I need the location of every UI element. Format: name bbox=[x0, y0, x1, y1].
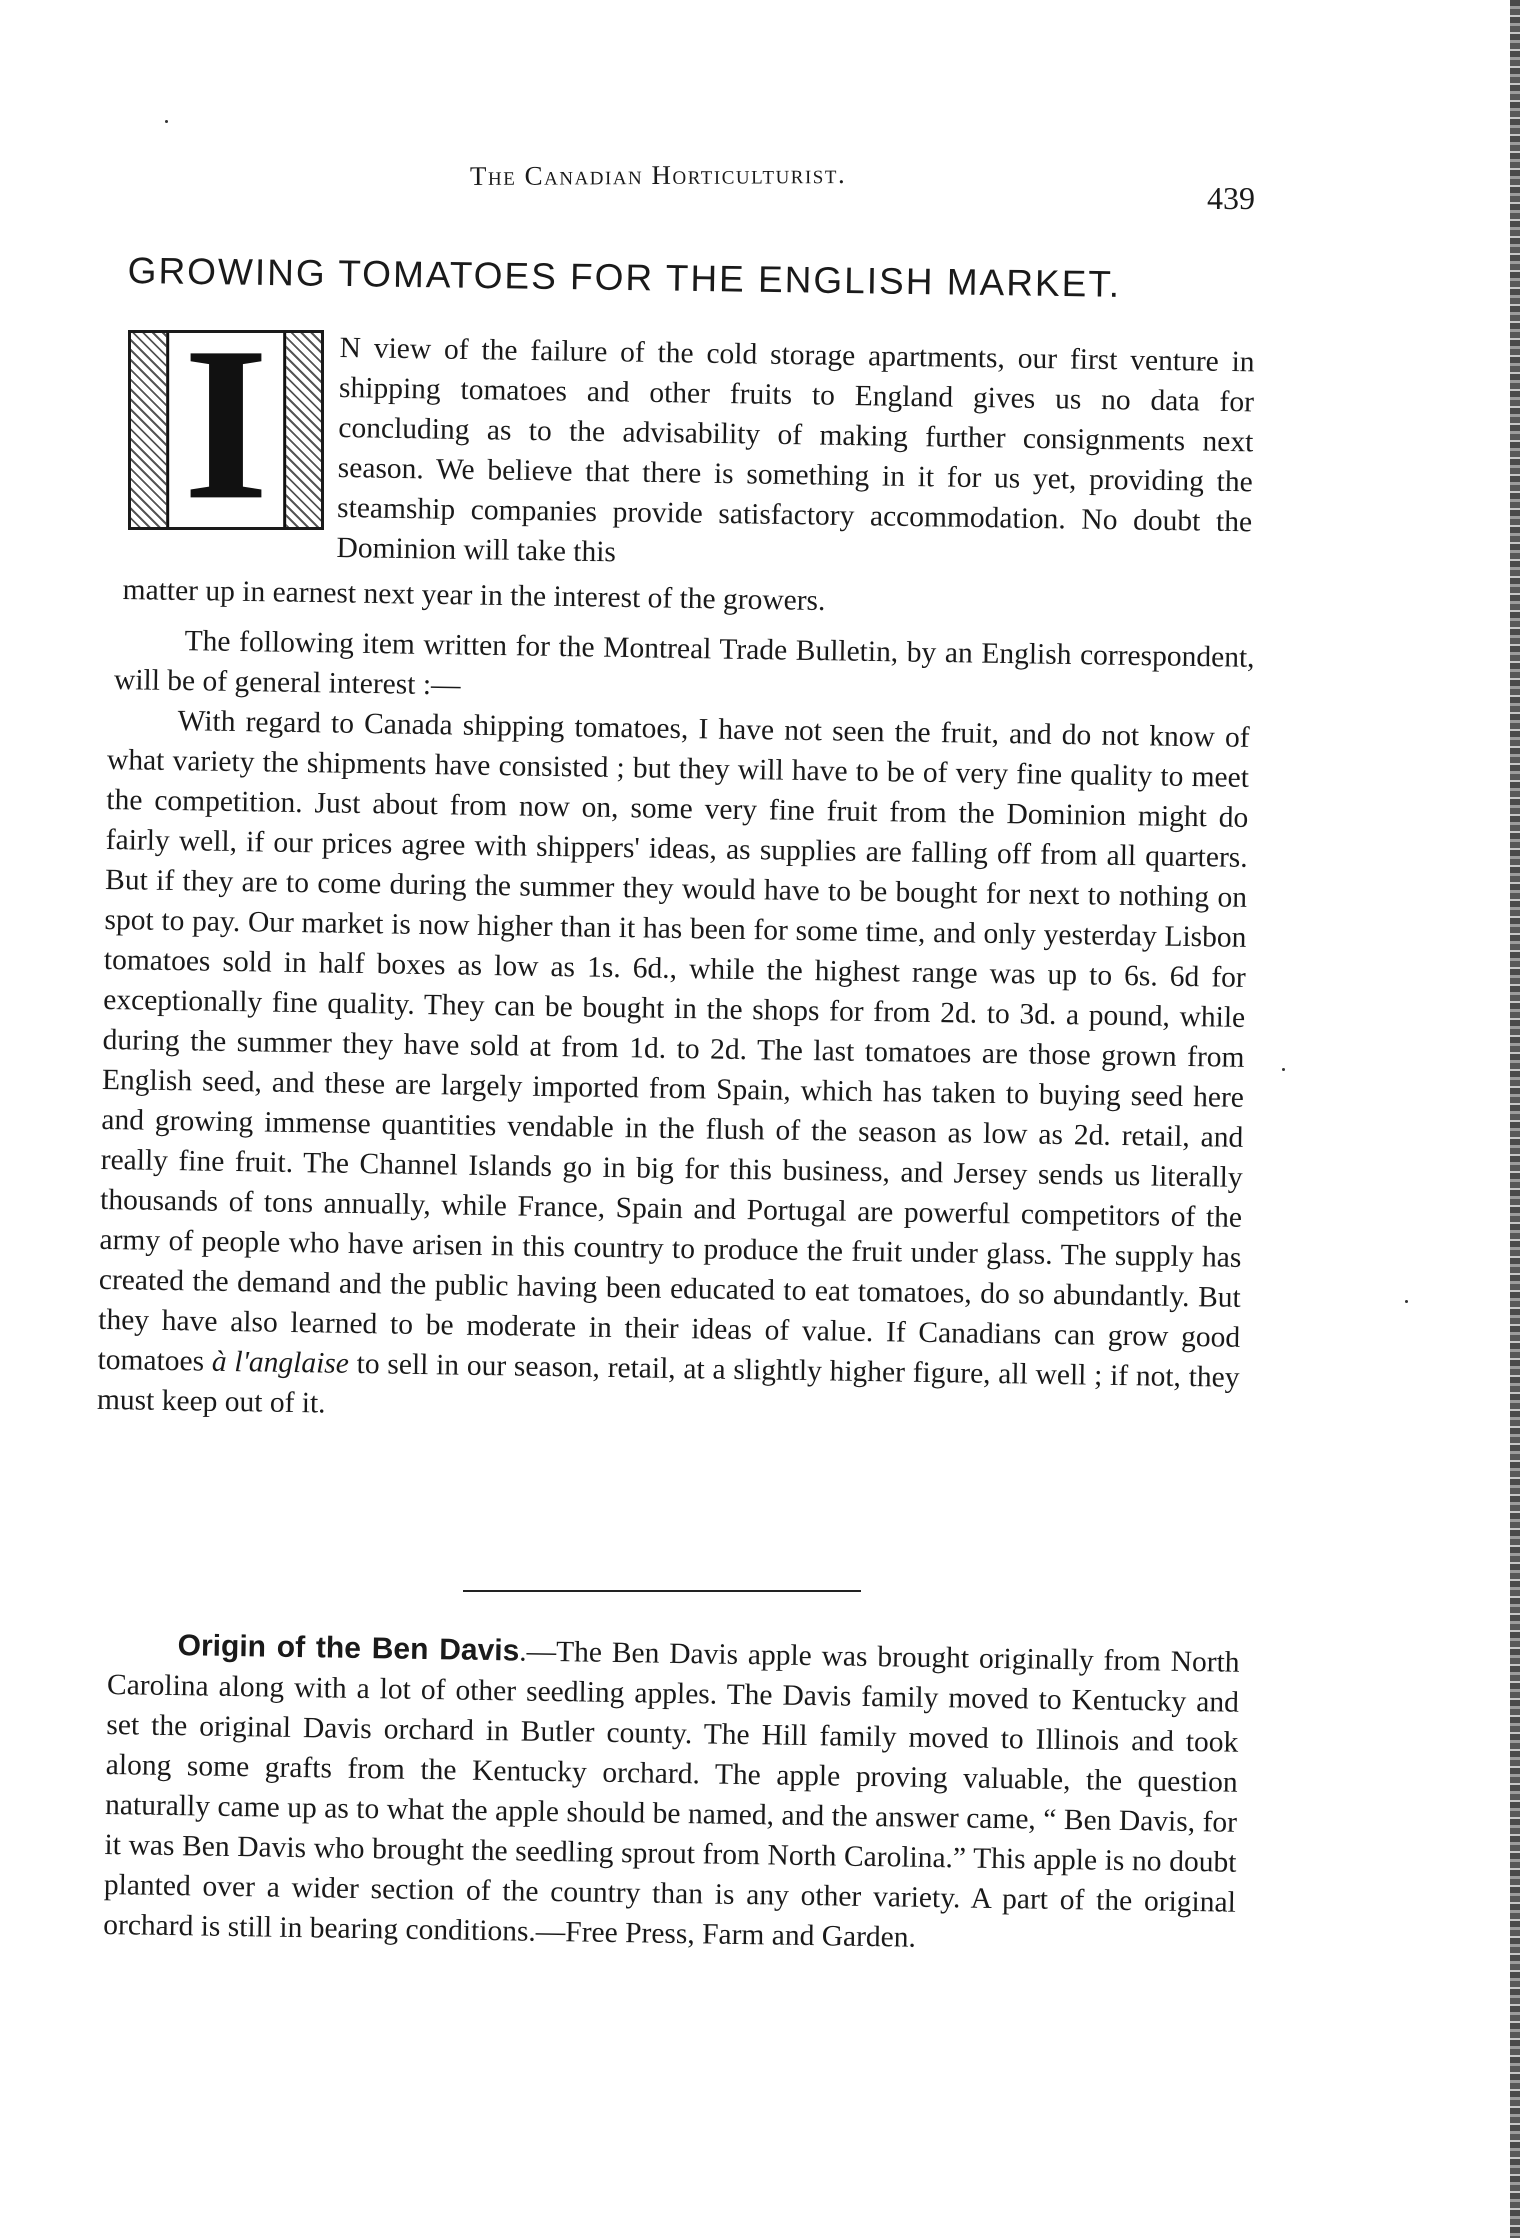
paragraph-quote bbox=[97, 700, 1250, 1438]
running-head: The Canadian Horticulturist. bbox=[469, 159, 847, 191]
quote-text-before: With regard to Canada shipping tomatoes, I have not seen the fruit, and do not know of what variety the shipments have consisted ; but they will have to be of very fine quality to meet the competition. Just about from now on, some very fine fruit from the Dominion might do fairly well, if our prices agree with shippers' ideas, as supplies are falling off from all quarters. But if they are to come during the summer they would have to be bought for next to nothing on spot to pay. Our market is now higher than it has been for some time, and only yesterday Lisbon tomatoes sold in half boxes as low as 1s. 6d., while the highest range was up to 6s. 6d for exceptionally fine quality. They can be bought in the shops for from 2d. to 3d. a pound, while during the summer they have sold at from 1d. to 2d. The last tomatoes are those grown from English seed, and these are largely imported from Spain, which has taken to buying seed here and growing immense quantities vendable in the flush of the season as low as 2d. retail, and really fine fruit. The Channel Islands go in big for this business, and Jersey sends us literally thousands of tons annually, while France, Spain and Portugal are powerful competitors of the army of people who have arisen in this country to produce the fruit under glass. The supply has created the demand and the public having been educated to eat tomatoes, do so abundantly. But they have also learned to be moderate in their ideas of value. If Canadians can grow good tomatoes bbox=[97, 705, 1250, 1378]
binding-edge bbox=[1510, 0, 1520, 2238]
drop-cap-letter: I bbox=[166, 330, 286, 530]
scan-speck bbox=[1282, 1068, 1285, 1071]
quote-italic-phrase: à l'anglaise bbox=[211, 1345, 350, 1380]
quote-text-after: to sell in our season, retail, at a slightly higher figure, all well ; if not, they must keep out of it. bbox=[96, 1347, 1240, 1420]
paragraph-ben-davis bbox=[103, 1625, 1240, 1963]
ben-davis-body: .—The Ben Davis apple was brought originally from North Carolina along with a lot of other seedling apples. The Davis family moved to Kentucky and set the original Davis orchard in Butler county. The Hill family moved to Illinois and took along some grafts from the Kentucky orchard. The apple proving valuable, the question naturally came up as to what the apple should be named, and the answer came, “ Ben Davis, for it was Ben Davis who brought the seedling sprout from North Carolina.” This apple is no doubt planted over a wider section of the country than is any other variety. A part of the original orchard is still in bearing conditions.—Free Press, Farm and Garden. bbox=[103, 1635, 1240, 1954]
runin-heading: Origin of the Ben Davis bbox=[177, 1629, 520, 1668]
article-title: GROWING TOMATOES FOR THE ENGLISH MARKET. bbox=[127, 250, 1122, 305]
ornamental-drop-cap bbox=[128, 330, 324, 530]
scan-speck bbox=[1405, 1300, 1408, 1303]
section-divider bbox=[463, 1590, 861, 1592]
scan-speck bbox=[165, 120, 168, 123]
paragraph-intro bbox=[336, 328, 1255, 582]
paragraph-intro-text: N view of the failure of the cold storage apartments, our first venture in shipping tomatoes and other fruits to England gives us no data for concluding as to the advisability of making further consignments next season. We believe that there is something in it for us yet, providing the steamship companies provide satisfactory accommodation. No doubt the Dominion will take this bbox=[336, 331, 1255, 569]
paragraph-quote-text bbox=[97, 700, 1250, 1438]
paragraph-correspondent-text: The following item written for the Montreal Trade Bulletin, by an English correspondent, will be of general interest :— bbox=[113, 625, 1255, 702]
page-number: 439 bbox=[1207, 180, 1255, 216]
paragraph-intro-continued-text: matter up in earnest next year in the interest of the growers. bbox=[122, 573, 826, 618]
paragraph-ben-davis-text bbox=[103, 1625, 1240, 1963]
